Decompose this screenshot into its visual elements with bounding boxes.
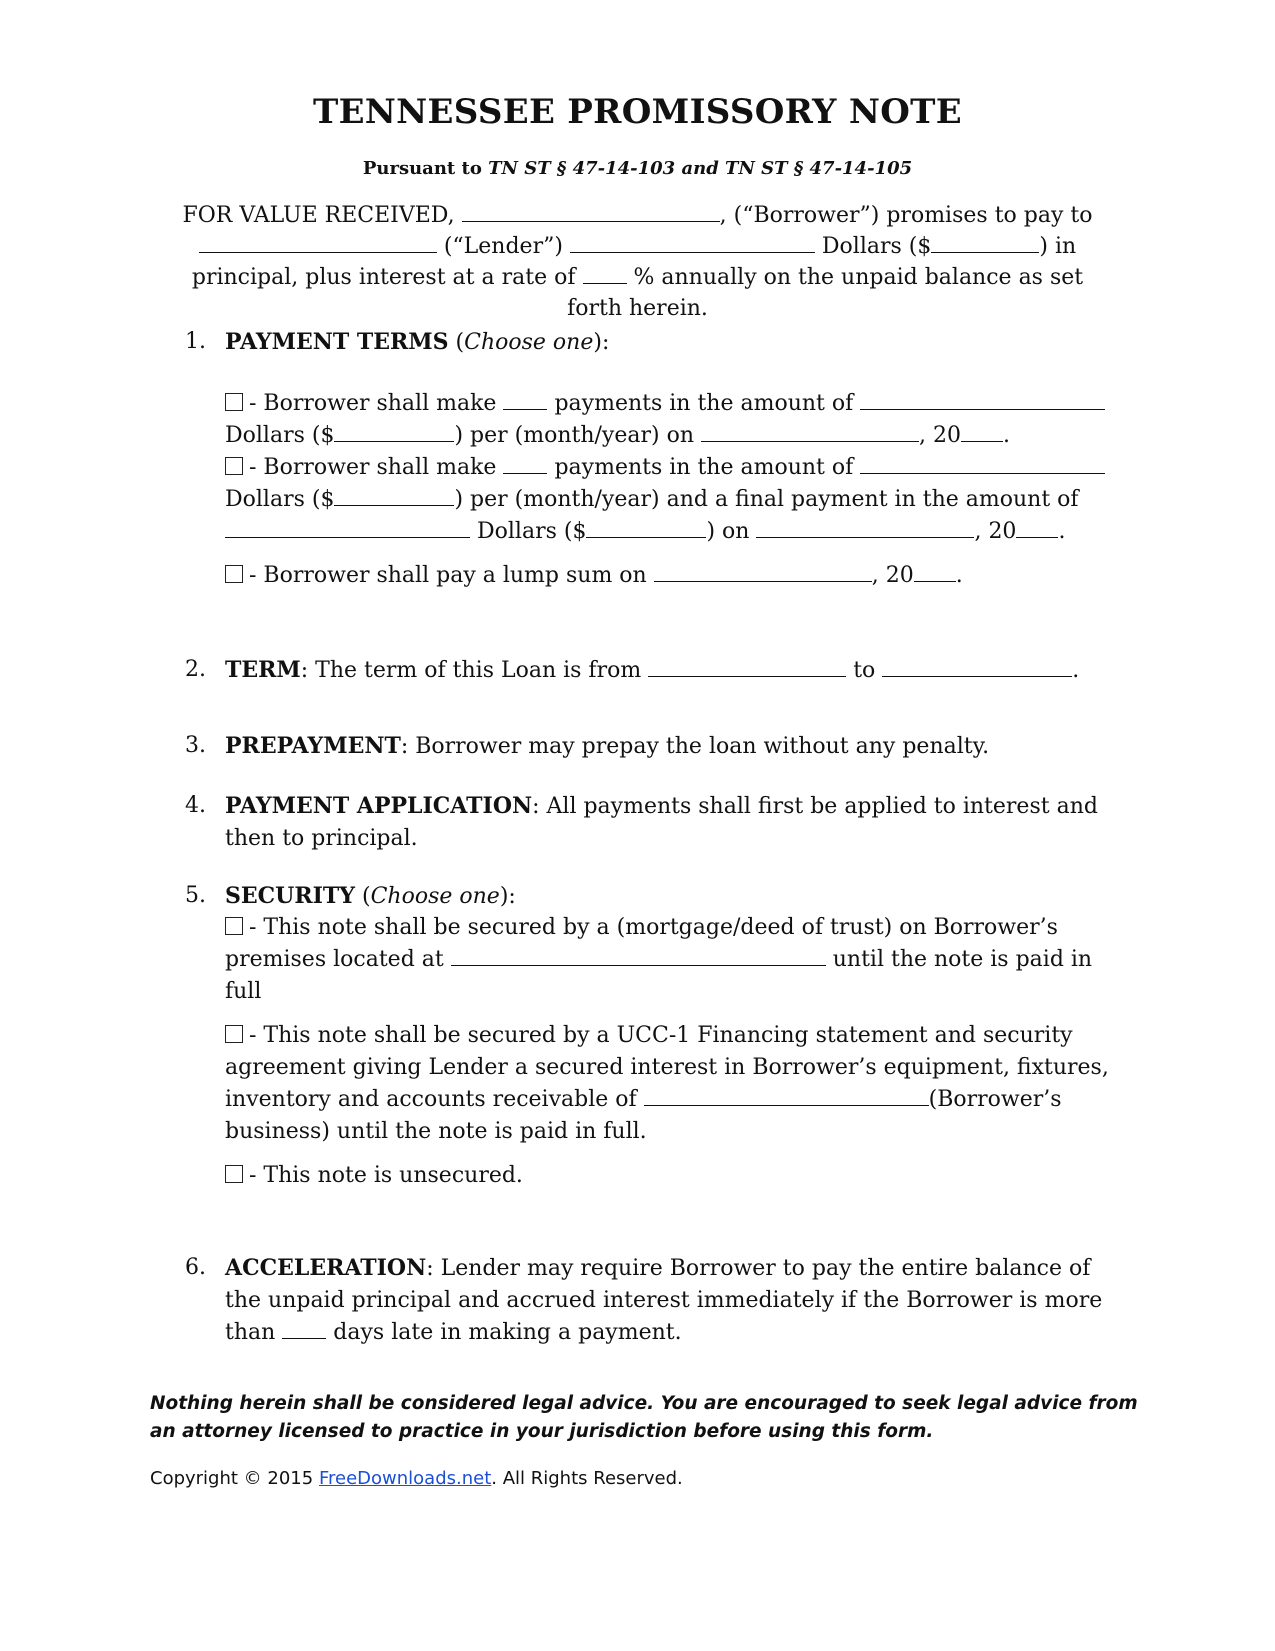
security-option-mortgage [225, 912, 1130, 1008]
copyright-text: Copyright © 2015 [150, 1468, 314, 1489]
num-payments-blank[interactable] [503, 453, 547, 474]
borrower-name-blank[interactable] [462, 201, 720, 222]
security-option-ucc1 [225, 1020, 1130, 1148]
amount-number-blank[interactable] [931, 232, 1039, 253]
option-text: - This note shall be secured by a UCC-1 Financing statement and security agreement giving Lender a secured interest in Borrower’s equipment, fixtures, inventory and accounts receivable of [225, 1023, 1109, 1112]
option-text: , 20 [919, 423, 961, 448]
option-text: payments in the amount of [554, 391, 854, 416]
section-text: days late in making a payment. [333, 1320, 682, 1345]
section-text: : The term of this Loan is from [300, 658, 642, 683]
intro-text: Dollars ($ [821, 234, 932, 259]
section-text: to [853, 658, 876, 683]
intro-text: FOR VALUE RECEIVED, [182, 203, 455, 228]
payment-date-blank[interactable] [701, 421, 919, 442]
section-number: 5. [185, 883, 206, 908]
borrower-business-blank[interactable] [644, 1085, 929, 1106]
option-text: - This note shall be secured by a (mortgage/deed of trust) on Borrower’s premises located at [225, 915, 1058, 972]
punctuation: ( [448, 330, 465, 355]
document-subtitle [0, 158, 1275, 179]
section-heading: PAYMENT APPLICATION [225, 793, 533, 819]
section-heading: ACCELERATION [225, 1255, 427, 1281]
document-page: TENNESSEE PROMISSORY NOTE Pursuant to TN ST § 47-14-103 and TN ST § 47-14-105 FOR VALUE RECEIVED, , (“Borrower”) promises to pay to (“Lender”) Dollars ($ ) in principal, plus interest at a rate of % annually on the unpaid balance as set forth herein. 1. PAYMENT TERMS (Choose one): - Borrower shall make payments in the amount of Dollars ($ ) per (month/year) on , 20 . - Borrower shall make payments in the amount of Dollars ($ ) per (month/year) and a final payment in the amount of Dollars ($ ) on , 20 . - Borrower shall pay a lump sum on , 20 . 2. TERM: The term of this Loan is from to . 3. PREPAYMENT: Borrower may prepay the loan without any penalty. 4. PAYMENT APPLICATION: All payments shall first be applied to interest and then to principal. 5. SECURITY (Choose one): - This note shall be secured by a (mortgage/deed of trust) on Borrower’s premises located at until the note is paid in full - This note shall be secured by a UCC-1 Financing statement and security agreement giving Lender a secured interest in Borrower’s equipment, fixtures, inventory and accounts receivable of (Borrower’s business) until the note is paid in full. - This note is unsecured. 6. ACCELERATION: Lender may require Borrower to pay the entire balance of the unpaid principal and accrued interest immediately if the Borrower is more than days late in making a payment. Nothing herein shall be considered legal advice. You are encouraged to seek legal advice from an attorney licensed to practice in your jurisdiction before using this form. Copyright © 2015 FreeDownloads.net. All Rights Reserved. [0, 0, 1275, 1651]
copyright-notice [150, 1468, 683, 1489]
section-text: : Lender may require Borrower to pay the entire balance of the unpaid principal and accrued interest immediately if the Borrower is more than [225, 1256, 1103, 1345]
interest-rate-blank[interactable] [583, 263, 627, 284]
option-text: , 20 [871, 563, 914, 588]
checkbox[interactable] [225, 393, 243, 411]
payment-amount-blank[interactable] [334, 485, 454, 506]
intro-text: , (“Borrower”) promises to pay to [719, 203, 1093, 228]
copyright-text: . All Rights Reserved. [491, 1468, 683, 1489]
payment-amount-blank[interactable] [334, 421, 454, 442]
freedownloads-link[interactable]: FreeDownloads.net [318, 1468, 492, 1489]
subtitle-prefix: Pursuant to [362, 158, 482, 179]
final-year-blank[interactable] [1016, 517, 1058, 538]
section-heading: PREPAYMENT [225, 733, 401, 759]
intro-paragraph [175, 200, 1100, 324]
option-text: - Borrower shall pay a lump sum on [249, 563, 647, 588]
term-end-blank[interactable] [882, 656, 1072, 677]
option-text: until the note is paid in full [225, 947, 1093, 1004]
option-text: Dollars ($ [225, 487, 335, 512]
punctuation: ): [593, 330, 610, 355]
term-start-blank[interactable] [648, 656, 846, 677]
section-number: 3. [185, 733, 206, 758]
section-heading: TERM [225, 657, 301, 683]
intro-text: (“Lender”) [443, 234, 563, 259]
premises-address-blank[interactable] [451, 945, 826, 966]
section-number: 2. [185, 657, 206, 682]
option-text: Dollars ($ [477, 519, 587, 544]
punctuation: ( [355, 884, 371, 909]
payment-option-lump-sum: - Borrower shall pay a lump sum on , 20 . [225, 560, 1130, 592]
intro-text: % annually on the unpaid balance as set forth herein. [567, 265, 1084, 321]
subtitle-statutes: TN ST § 47-14-103 and TN ST § 47-14-105 [488, 158, 913, 179]
document-title: TENNESSEE PROMISSORY NOTE [312, 92, 962, 132]
option-text: ) per (month/year) on [454, 423, 694, 448]
option-text: (Borrower’s business) until the note is paid in full. [225, 1087, 1062, 1144]
checkbox[interactable] [225, 1165, 243, 1183]
days-late-blank[interactable] [282, 1318, 326, 1339]
section-heading: SECURITY [225, 883, 356, 909]
payment-amount-words-blank[interactable] [860, 453, 1105, 474]
payment-option-balloon: - Borrower shall make payments in the amount of Dollars ($ ) per (month/year) and a final payment in the amount of Dollars ($ ) on , 20 . [225, 452, 1130, 548]
checkbox[interactable] [225, 1025, 243, 1043]
option-text: - Borrower shall make [249, 391, 497, 416]
payment-option-installments: - Borrower shall make payments in the amount of Dollars ($ ) per (month/year) on , 20 . [225, 388, 1130, 452]
section-text: : Borrower may prepay the loan without any penalty. [400, 734, 990, 759]
legal-disclaimer: Nothing herein shall be considered legal advice. You are encouraged to seek legal advice from an attorney licensed to practice in your jurisdiction before using this form. [150, 1393, 1138, 1442]
checkbox[interactable] [225, 565, 243, 583]
option-text: payments in the amount of [554, 455, 854, 480]
num-payments-blank[interactable] [503, 389, 547, 410]
section-number: 1. [185, 329, 206, 354]
section-text: : All payments shall first be applied to interest and then to principal. [225, 794, 1098, 851]
security-option-unsecured [225, 1160, 1130, 1192]
amount-words-blank[interactable] [570, 232, 815, 253]
choose-one-label: Choose one [464, 330, 594, 355]
option-text: , 20 [974, 519, 1017, 544]
final-date-blank[interactable] [756, 517, 974, 538]
option-text: - This note is unsecured. [249, 1163, 523, 1188]
option-text: - Borrower shall make [249, 455, 497, 480]
section-number: 4. [185, 793, 206, 818]
intro-text: ) in [1039, 234, 1077, 259]
final-amount-blank[interactable] [586, 517, 706, 538]
checkbox[interactable] [225, 457, 243, 475]
payment-amount-words-blank[interactable] [860, 389, 1105, 410]
checkbox[interactable] [225, 917, 243, 935]
section-number: 6. [185, 1255, 206, 1280]
choose-one-label: Choose one [370, 884, 500, 909]
lump-sum-date-blank[interactable] [654, 561, 872, 582]
option-text: Dollars ($ [225, 423, 335, 448]
option-text: ) on [706, 519, 750, 544]
lender-name-blank[interactable] [199, 232, 437, 253]
intro-text: principal, plus interest at a rate of [191, 265, 576, 290]
punctuation: ): [499, 884, 516, 909]
lump-sum-year-blank[interactable] [914, 561, 956, 582]
payment-year-blank[interactable] [961, 421, 1003, 442]
option-text: ) per (month/year) and a final payment in the amount of [454, 487, 1079, 512]
final-amount-words-blank[interactable] [225, 517, 470, 538]
section-heading: PAYMENT TERMS [225, 329, 449, 355]
